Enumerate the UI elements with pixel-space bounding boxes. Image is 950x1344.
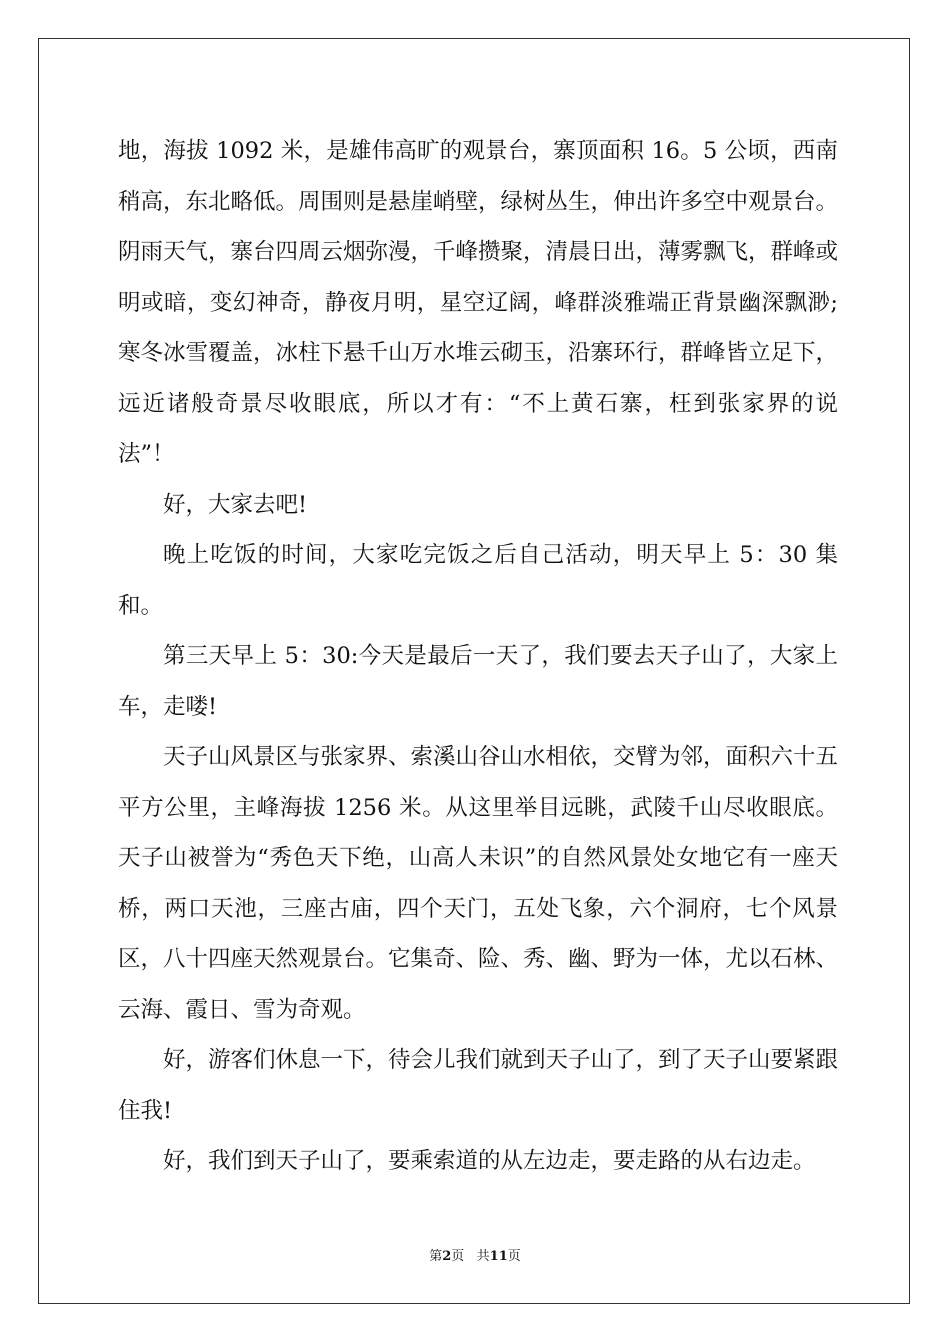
paragraph-7: 好，我们到天子山了，要乘索道的从左边走，要走路的从右边走。 — [163, 1148, 816, 1174]
footer-prefix: 第 — [429, 1249, 443, 1264]
footer-total-pages: 11 — [489, 1249, 508, 1264]
paragraph-5: 天子山风景区与张家界、索溪山谷山水相依，交臂为邻，面积六十五平方公里，主峰海拔 1256 米。从这里举目远眺，武陵千山尽收眼底。天子山被誉为“秀色天下绝，山高人未识”的自然风景处女地它有一座天桥，两口天池，三座古庙，四个天门，五处飞象，六个洞府，七个风景区，八十四座天然观景台。它集奇、险、秀、幽、野为一体，尤以石林、云海、霞日、雪为奇观。 — [118, 744, 839, 1023]
paragraph-2: 好，大家去吧! — [163, 491, 308, 518]
paragraph-6: 好，游客们休息一下，待会儿我们就到天子山了，到了天子山要紧跟住我! — [118, 1047, 839, 1124]
paragraph-1: 地，海拔 1092 米，是雄伟高旷的观景台，寨顶面积 16。5 公顷，西南稍高，东北略低。周围则是悬崖峭壁，绿树丛生，伸出许多空中观景台。阴雨天气，寨台四周云烟弥漫，千峰攒聚，清晨日出，薄雾飘飞，群峰或明或暗，变幻神奇，静夜月明，星空辽阔，峰群淡雅端正背景幽深飘渺;寒冬冰雪覆盖，冰柱下悬千山万水堆云砌玉，沿寨环行，群峰皆立足下，远近诸般奇景尽收眼底，所以才有：“不上黄石寨，枉到张家界的说法”！ — [118, 138, 839, 467]
paragraph-4: 第三天早上 5：30:今天是最后一天了，我们要去天子山了，大家上车，走喽! — [118, 643, 838, 720]
footer-current-page: 2 — [442, 1249, 452, 1264]
footer-middle: 页 共 — [451, 1249, 490, 1264]
document-body — [118, 126, 838, 1187]
paragraph-3: 晚上吃饭的时间，大家吃完饭之后自己活动，明天早上 5：30 集和。 — [118, 542, 838, 619]
page-footer — [0, 1247, 950, 1267]
footer-suffix: 页 — [507, 1249, 521, 1264]
